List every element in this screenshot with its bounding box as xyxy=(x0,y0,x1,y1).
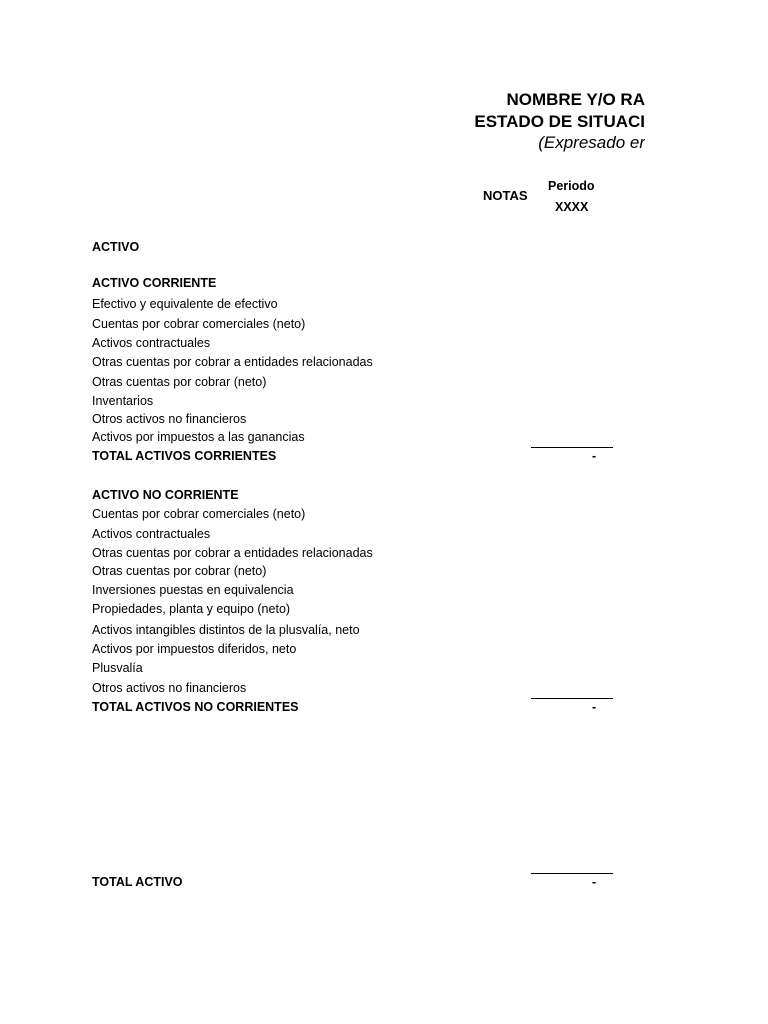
list-item: Plusvalía xyxy=(92,661,143,675)
list-item: Cuentas por cobrar comerciales (neto) xyxy=(92,507,306,521)
total-activos-corrientes-label: TOTAL ACTIVOS CORRIENTES xyxy=(92,449,277,463)
currency-note: (Expresado er xyxy=(538,133,645,152)
list-item: Otros activos no financieros xyxy=(92,681,247,695)
list-item: Otras cuentas por cobrar (neto) xyxy=(92,375,267,389)
statement-title: ESTADO DE SITUACI xyxy=(474,112,645,131)
list-item: Cuentas por cobrar comerciales (neto) xyxy=(92,317,306,331)
total-activos-no-corrientes-label: TOTAL ACTIVOS NO CORRIENTES xyxy=(92,700,299,714)
subtotal-rule xyxy=(531,698,613,699)
subtotal-rule xyxy=(531,447,613,448)
list-item: Otros activos no financieros xyxy=(92,412,247,426)
list-item: Inventarios xyxy=(92,394,154,408)
company-name-title: NOMBRE Y/O RA xyxy=(506,90,645,109)
list-item: Activos por impuestos a las ganancias xyxy=(92,430,305,444)
list-item: Activos contractuales xyxy=(92,336,211,350)
section-activo-no-corriente: ACTIVO NO CORRIENTE xyxy=(92,488,239,502)
total-activo-value: - xyxy=(592,875,597,889)
list-item: Otras cuentas por cobrar a entidades relacionadas xyxy=(92,546,373,560)
total-activos-no-corrientes-value: - xyxy=(592,700,597,714)
section-activo: ACTIVO xyxy=(92,240,140,254)
list-item: Inversiones puestas en equivalencia xyxy=(92,583,294,597)
total-activo-label: TOTAL ACTIVO xyxy=(92,875,183,889)
column-header-periodo: Periodo xyxy=(548,179,595,193)
column-header-notas: NOTAS xyxy=(483,188,528,203)
total-rule xyxy=(531,873,613,874)
list-item: Activos por impuestos diferidos, neto xyxy=(92,642,297,656)
list-item: Otras cuentas por cobrar (neto) xyxy=(92,564,267,578)
list-item: Otras cuentas por cobrar a entidades relacionadas xyxy=(92,355,373,369)
section-activo-corriente: ACTIVO CORRIENTE xyxy=(92,276,217,290)
list-item: Propiedades, planta y equipo (neto) xyxy=(92,602,291,616)
list-item: Activos intangibles distintos de la plusvalía, neto xyxy=(92,623,360,637)
title-block xyxy=(0,88,645,158)
list-item: Efectivo y equivalente de efectivo xyxy=(92,297,278,311)
list-item: Activos contractuales xyxy=(92,527,211,541)
total-activos-corrientes-value: - xyxy=(592,449,597,463)
column-header-periodo-value: XXXX xyxy=(555,200,589,214)
